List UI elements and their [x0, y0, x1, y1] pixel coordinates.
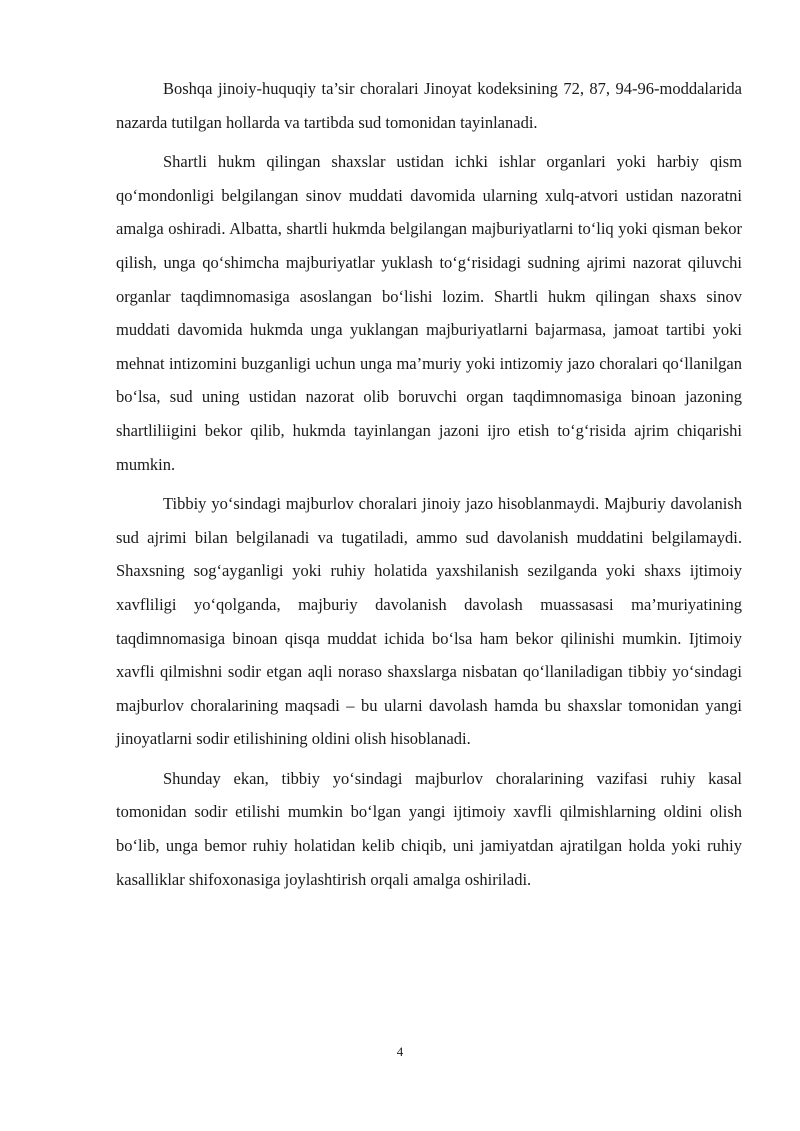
document-body	[116, 72, 742, 902]
page-number: 4	[396, 1044, 404, 1059]
paragraph-4: Shunday ekan, tibbiy yo‘sindagi majburlov choralarining vazifasi ruhiy kasal tomonidan sodir etilishi mumkin bo‘lgan yangi ijtimoiy xavfli qilmishlarning oldini olish bo‘lib, unga bemor ruhiy holatidan kelib chiqib, uni jamiyatdan ajratilgan holda yoki ruhiy kasalliklar shifoxonasiga joylashtirish orqali amalga oshiriladi.	[116, 768, 742, 889]
paragraph-1: Boshqa jinoiy-huquqiy ta’sir choralari Jinoyat kodeksining 72, 87, 94-96-moddalarida nazarda tutilgan hollarda va tartibda sud tomonidan tayinlanadi.	[116, 79, 742, 132]
paragraph-3: Tibbiy yo‘sindagi majburlov choralari jinoiy jazo hisoblanmaydi. Majburiy davolanish sud ajrimi bilan belgilanadi va tugatiladi, ammo sud davolanish muddatini belgilamaydi. Shaxsning sog‘ayganligi yoki ruhiy holatida yaxshilanish sezilganda yoki shaxs ijtimoiy xavfliligi yo‘qolganda, majburiy davolanish davolash muassasasi ma’muriyatining taqdimnomasiga binoan qisqa muddat ichida bo‘lsa ham bekor qilinishi mumkin. Ijtimoiy xavfli qilmishni sodir etgan aqli noraso shaxslarga nisbatan qo‘llaniladigan tibbiy yo‘sindagi majburlov choralarining maqsadi – bu ularni davolash hamda bu shaxslar tomonidan yangi jinoyatlarni sodir etilishining oldini olish hisoblanadi.	[116, 494, 742, 749]
paragraph-2: Shartli hukm qilingan shaxslar ustidan ichki ishlar organlari yoki harbiy qism qo‘mondonligi belgilangan sinov muddati davomida ularning xulq-atvori ustidan nazoratni amalga oshiradi. Albatta, shartli hukmda belgilangan majburiyatlarni to‘liq yoki qisman bekor qilish, unga qo‘shimcha majburiyatlar yuklash to‘g‘risidagi sudning ajrimi nazorat qiluvchi organlar taqdimnomasiga asoslangan bo‘lishi lozim. Shartli hukm qilingan shaxs sinov muddati davomida hukmda unga yuklangan majburiyatlarni bajarmasa, jamoat tartibi yoki mehnat intizomini buzganligi uchun unga ma’muriy yoki intizomiy jazo choralari qo‘llanilgan bo‘lsa, sud uning ustidan nazorat olib boruvchi organ taqdimnomasiga binoan jazoning shartliliigini bekor qilib, hukmda tayinlangan jazoni ijro etish to‘g‘risida ajrim chiqarishi mumkin.	[116, 152, 742, 474]
